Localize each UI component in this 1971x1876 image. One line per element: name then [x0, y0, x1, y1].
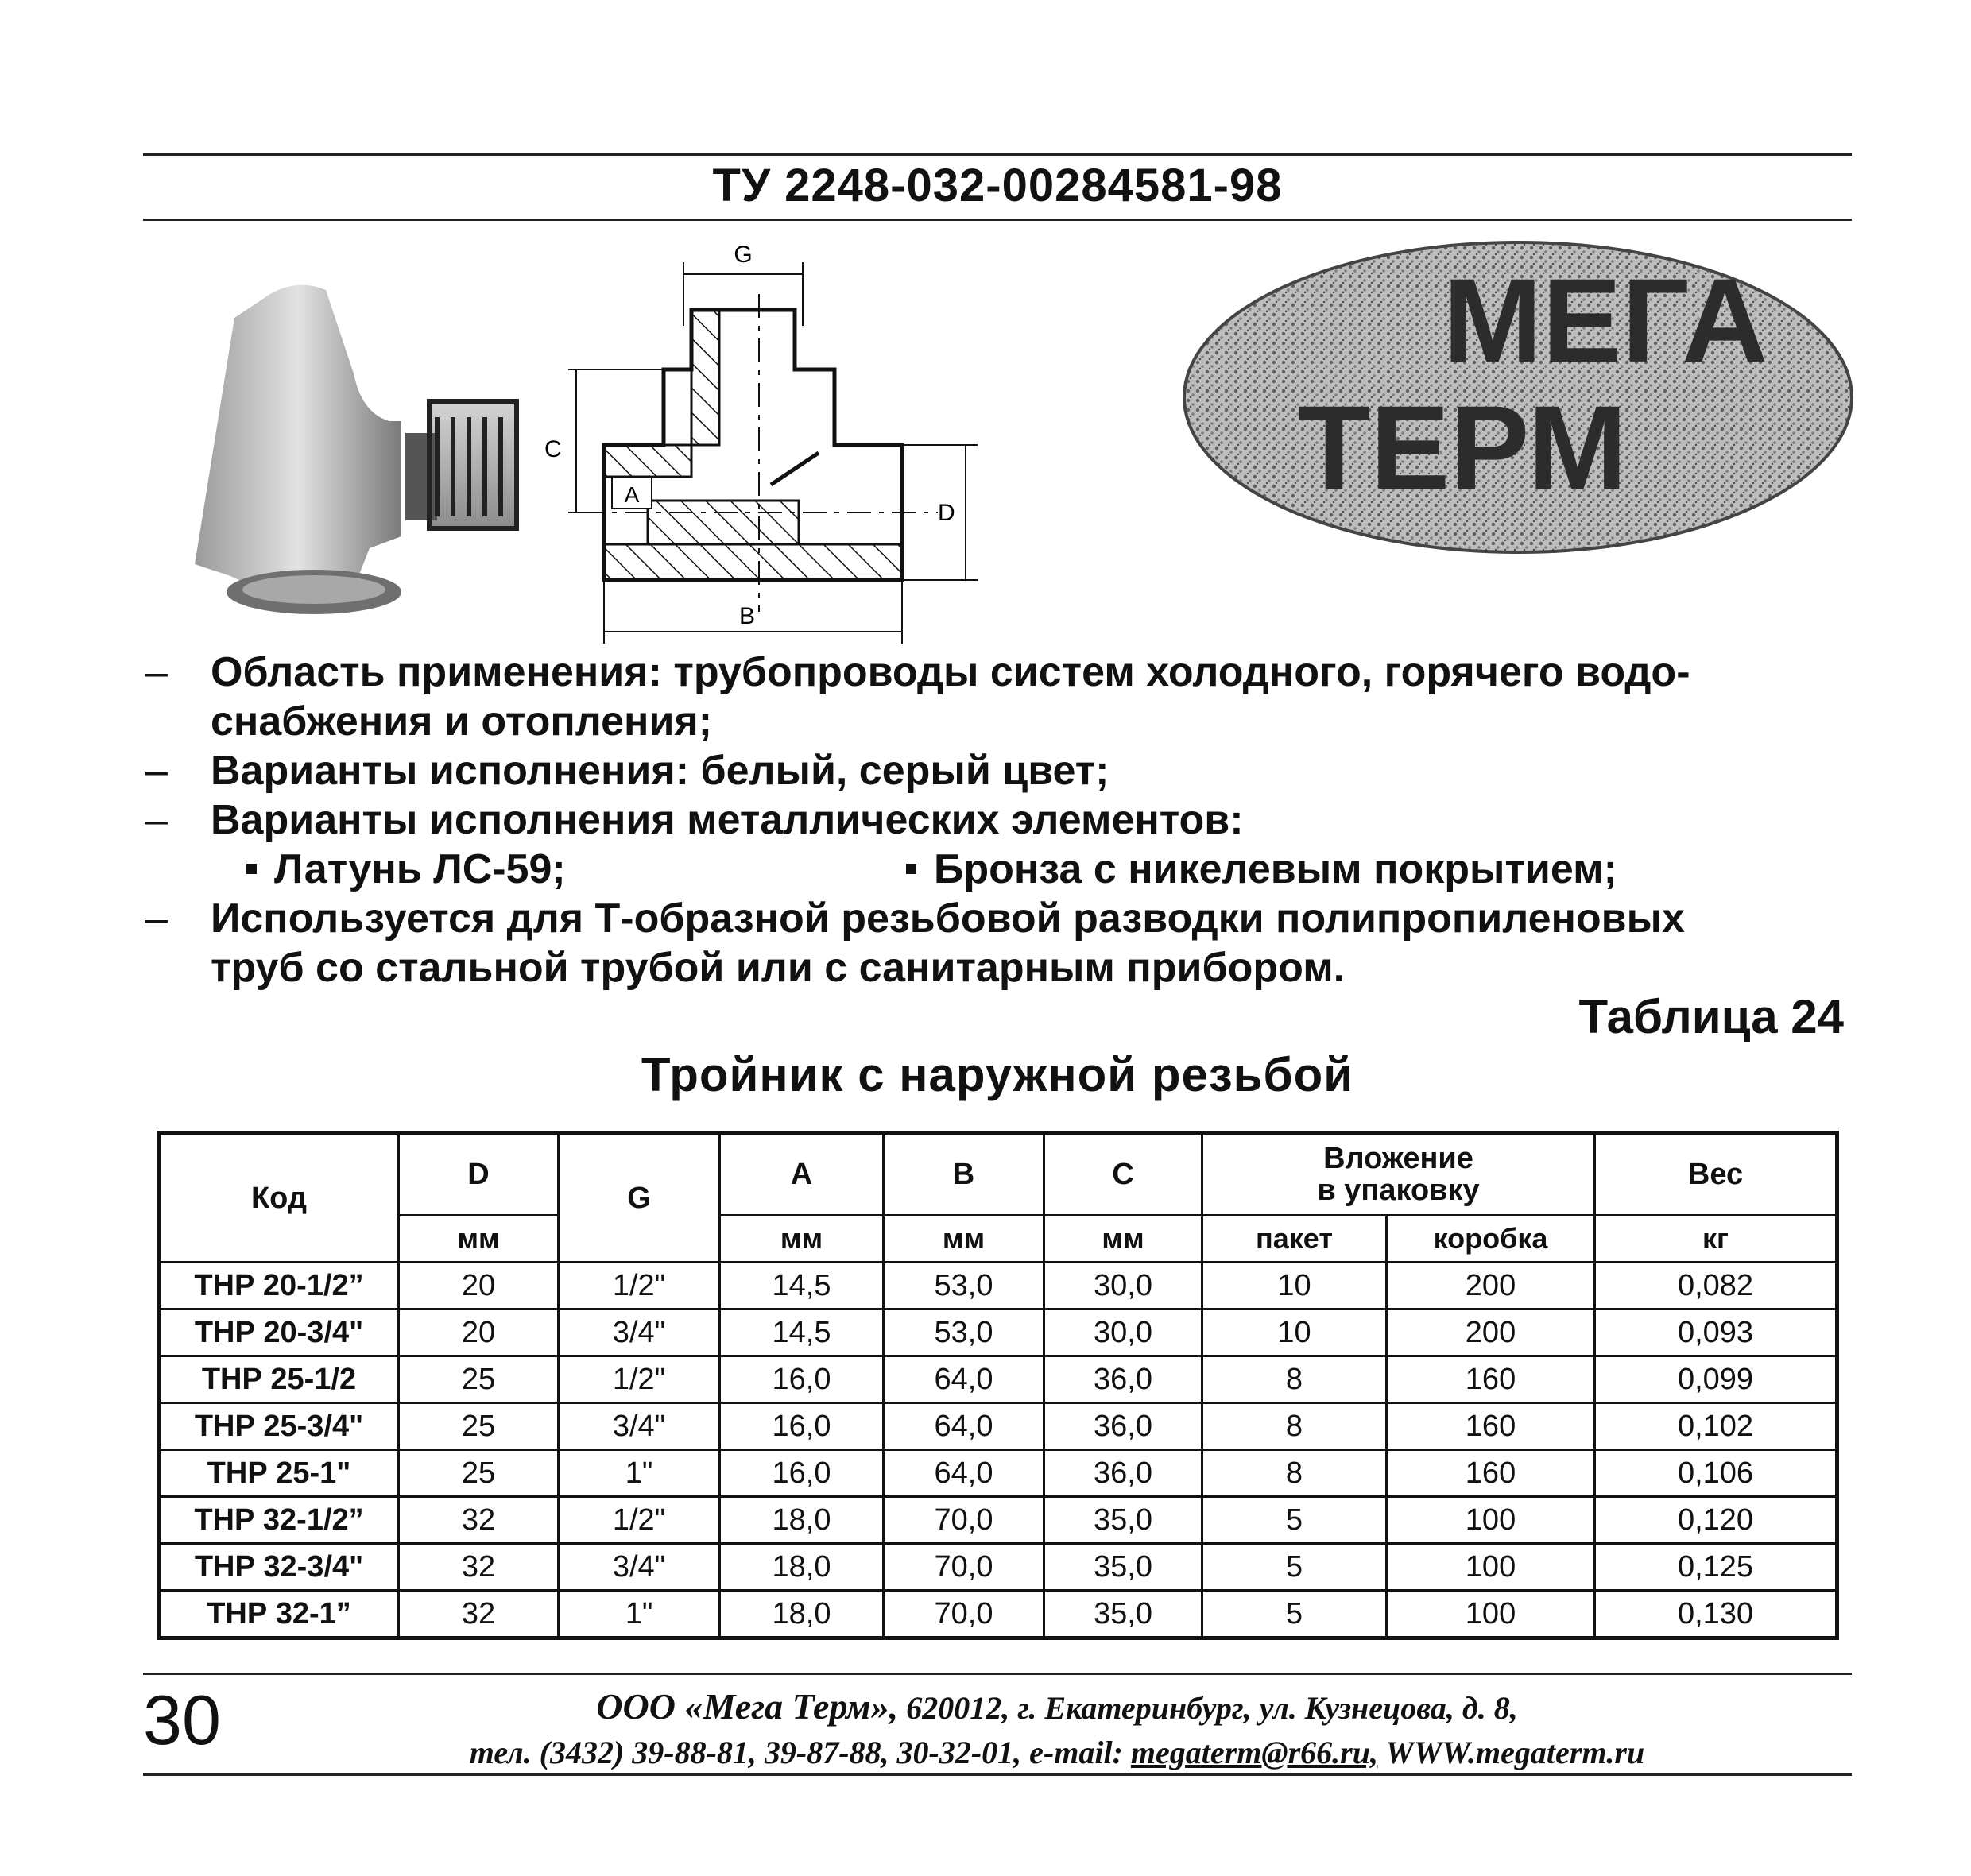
table-cell: 0,130	[1595, 1591, 1837, 1638]
table-cell: 36,0	[1044, 1356, 1202, 1403]
list-item: – Область применения: трубопроводы систем холодного, горячего водо- снабжения и отопления;	[145, 649, 1690, 745]
table-cell: 30,0	[1044, 1263, 1202, 1309]
table-cell: 18,0	[720, 1497, 884, 1544]
table-cell: 70,0	[884, 1544, 1044, 1591]
table-cell: 3/4"	[559, 1544, 720, 1591]
table-cell: 8	[1202, 1403, 1387, 1450]
unit-a: мм	[720, 1216, 884, 1263]
sub-item-brass: Латунь ЛС-59;	[246, 845, 566, 894]
cell-code: ТНР 25-1/2	[159, 1356, 399, 1403]
table-row	[159, 1450, 1837, 1497]
footer-website-link[interactable]: WWW.megaterm.ru	[1385, 1735, 1645, 1770]
table-cell: 10	[1202, 1263, 1387, 1309]
table-cell: 18,0	[720, 1544, 884, 1591]
footer-phones: тел. (3432) 39-88-81, 39-87-88, 30-32-01, e-mail:	[469, 1735, 1123, 1770]
feature-list	[143, 648, 1852, 992]
technical-drawing	[509, 230, 1001, 660]
table-row	[159, 1403, 1837, 1450]
unit-b: мм	[884, 1216, 1044, 1263]
table-cell: 100	[1387, 1497, 1595, 1544]
table-cell: 0,125	[1595, 1544, 1837, 1591]
table-cell: 3/4"	[559, 1309, 720, 1356]
unit-packet: пакет	[1202, 1216, 1387, 1263]
table-cell: 0,082	[1595, 1263, 1837, 1309]
table-cell: 3/4"	[559, 1403, 720, 1450]
table-cell: 32	[399, 1497, 559, 1544]
table-cell: 35,0	[1044, 1497, 1202, 1544]
cell-code: ТНР 32-1/2”	[159, 1497, 399, 1544]
unit-weight: кг	[1595, 1216, 1837, 1263]
table-cell: 8	[1202, 1356, 1387, 1403]
table-number: Таблица 24	[1578, 990, 1844, 1043]
table-cell: 1/2"	[559, 1497, 720, 1544]
table-cell: 16,0	[720, 1450, 884, 1497]
table-cell: 70,0	[884, 1591, 1044, 1638]
table-cell: 5	[1202, 1497, 1387, 1544]
unit-box: коробка	[1387, 1216, 1595, 1263]
document-code: ТУ 2248-032-00284581-98	[712, 160, 1283, 211]
spec-table	[157, 1131, 1839, 1640]
table-cell: 35,0	[1044, 1591, 1202, 1638]
table-cell: 36,0	[1044, 1403, 1202, 1450]
header-g: G	[559, 1133, 720, 1263]
footer-email-link[interactable]: megaterm@r66.ru,	[1130, 1735, 1378, 1770]
label-a: A	[624, 482, 640, 507]
page-number: 30	[143, 1681, 221, 1759]
table-row	[159, 1497, 1837, 1544]
header-weight: Вес	[1595, 1133, 1837, 1216]
table-cell: 16,0	[720, 1356, 884, 1403]
table-cell: 32	[399, 1544, 559, 1591]
table-cell: 8	[1202, 1450, 1387, 1497]
table-row	[159, 1356, 1837, 1403]
table-cell: 70,0	[884, 1497, 1044, 1544]
table-title: Тройник с наружной резьбой	[641, 1048, 1354, 1101]
cell-code: ТНР 25-3/4"	[159, 1403, 399, 1450]
table-cell: 25	[399, 1403, 559, 1450]
header-code: Код	[159, 1133, 399, 1263]
header-a: A	[720, 1133, 884, 1216]
sub-list	[143, 845, 1852, 894]
header-c: C	[1044, 1133, 1202, 1216]
table-row	[159, 1544, 1837, 1591]
list-item: – Варианты исполнения: белый, серый цвет;	[145, 748, 1109, 794]
table-cell: 18,0	[720, 1591, 884, 1638]
logo-line2: ТЕРМ	[1297, 381, 1628, 514]
table-cell: 0,106	[1595, 1450, 1837, 1497]
table-cell: 20	[399, 1263, 559, 1309]
cell-code: ТНР 20-1/2”	[159, 1263, 399, 1309]
unit-c: мм	[1044, 1216, 1202, 1263]
table-cell: 16,0	[720, 1403, 884, 1450]
header-packing: Вложение в упаковку	[1202, 1133, 1595, 1216]
list-item: – Варианты исполнения металлических элементов:	[145, 797, 1244, 843]
table-cell: 5	[1202, 1591, 1387, 1638]
table-cell: 160	[1387, 1403, 1595, 1450]
header-b: B	[884, 1133, 1044, 1216]
footer-top-rule	[143, 1673, 1852, 1675]
table-cell: 160	[1387, 1356, 1595, 1403]
table-cell: 64,0	[884, 1450, 1044, 1497]
table-cell: 1"	[559, 1591, 720, 1638]
table-row	[159, 1591, 1837, 1638]
table-cell: 200	[1387, 1263, 1595, 1309]
bullet-square-icon	[906, 864, 916, 874]
label-d: D	[938, 500, 955, 526]
table-cell: 32	[399, 1591, 559, 1638]
table-cell: 25	[399, 1450, 559, 1497]
table-cell: 0,093	[1595, 1309, 1837, 1356]
table-cell: 35,0	[1044, 1544, 1202, 1591]
table-cell: 5	[1202, 1544, 1387, 1591]
table-cell: 200	[1387, 1309, 1595, 1356]
company-logo	[1176, 226, 1860, 560]
footer-company: ООО «Мега Терм»,	[596, 1686, 899, 1727]
table-cell: 1"	[559, 1450, 720, 1497]
table-cell: 30,0	[1044, 1309, 1202, 1356]
top-rule	[143, 153, 1852, 156]
cell-code: ТНР 32-3/4"	[159, 1544, 399, 1591]
header-rule	[143, 219, 1852, 221]
bullet-square-icon	[246, 864, 257, 874]
cell-code: ТНР 20-3/4"	[159, 1309, 399, 1356]
table-row	[159, 1309, 1837, 1356]
table-cell: 0,120	[1595, 1497, 1837, 1544]
table-cell: 20	[399, 1309, 559, 1356]
table-cell: 36,0	[1044, 1450, 1202, 1497]
cell-code: ТНР 25-1"	[159, 1450, 399, 1497]
table-cell: 64,0	[884, 1403, 1044, 1450]
unit-d: мм	[399, 1216, 559, 1263]
table-cell: 1/2"	[559, 1356, 720, 1403]
table-cell: 100	[1387, 1544, 1595, 1591]
table-cell: 14,5	[720, 1263, 884, 1309]
table-cell: 0,102	[1595, 1403, 1837, 1450]
table-cell: 64,0	[884, 1356, 1044, 1403]
footer-bottom-rule	[143, 1773, 1852, 1776]
label-b: B	[738, 603, 756, 629]
product-photo	[195, 262, 529, 620]
footer-address: 620012, г. Екатеринбург, ул. Кузнецова, д. 8,	[906, 1690, 1518, 1726]
table-row	[159, 1263, 1837, 1309]
cell-code: ТНР 32-1”	[159, 1591, 399, 1638]
table-cell: 10	[1202, 1309, 1387, 1356]
table-cell: 1/2"	[559, 1263, 720, 1309]
table-cell: 100	[1387, 1591, 1595, 1638]
label-g: G	[734, 242, 753, 268]
table-cell: 53,0	[884, 1263, 1044, 1309]
table-cell: 0,099	[1595, 1356, 1837, 1403]
header-d: D	[399, 1133, 559, 1216]
label-c: C	[544, 436, 562, 462]
table-cell: 160	[1387, 1450, 1595, 1497]
list-item: – Используется для Т-образной резьбовой разводки полипропиленовых труб со стальной трубой или с санитарным прибором.	[145, 895, 1685, 991]
table-cell: 53,0	[884, 1309, 1044, 1356]
sub-item-bronze: Бронза с никелевым покрытием;	[906, 845, 1617, 894]
logo-line1: МЕГА	[1442, 253, 1768, 387]
table-cell: 25	[399, 1356, 559, 1403]
footer	[302, 1685, 1812, 1775]
table-cell: 14,5	[720, 1309, 884, 1356]
